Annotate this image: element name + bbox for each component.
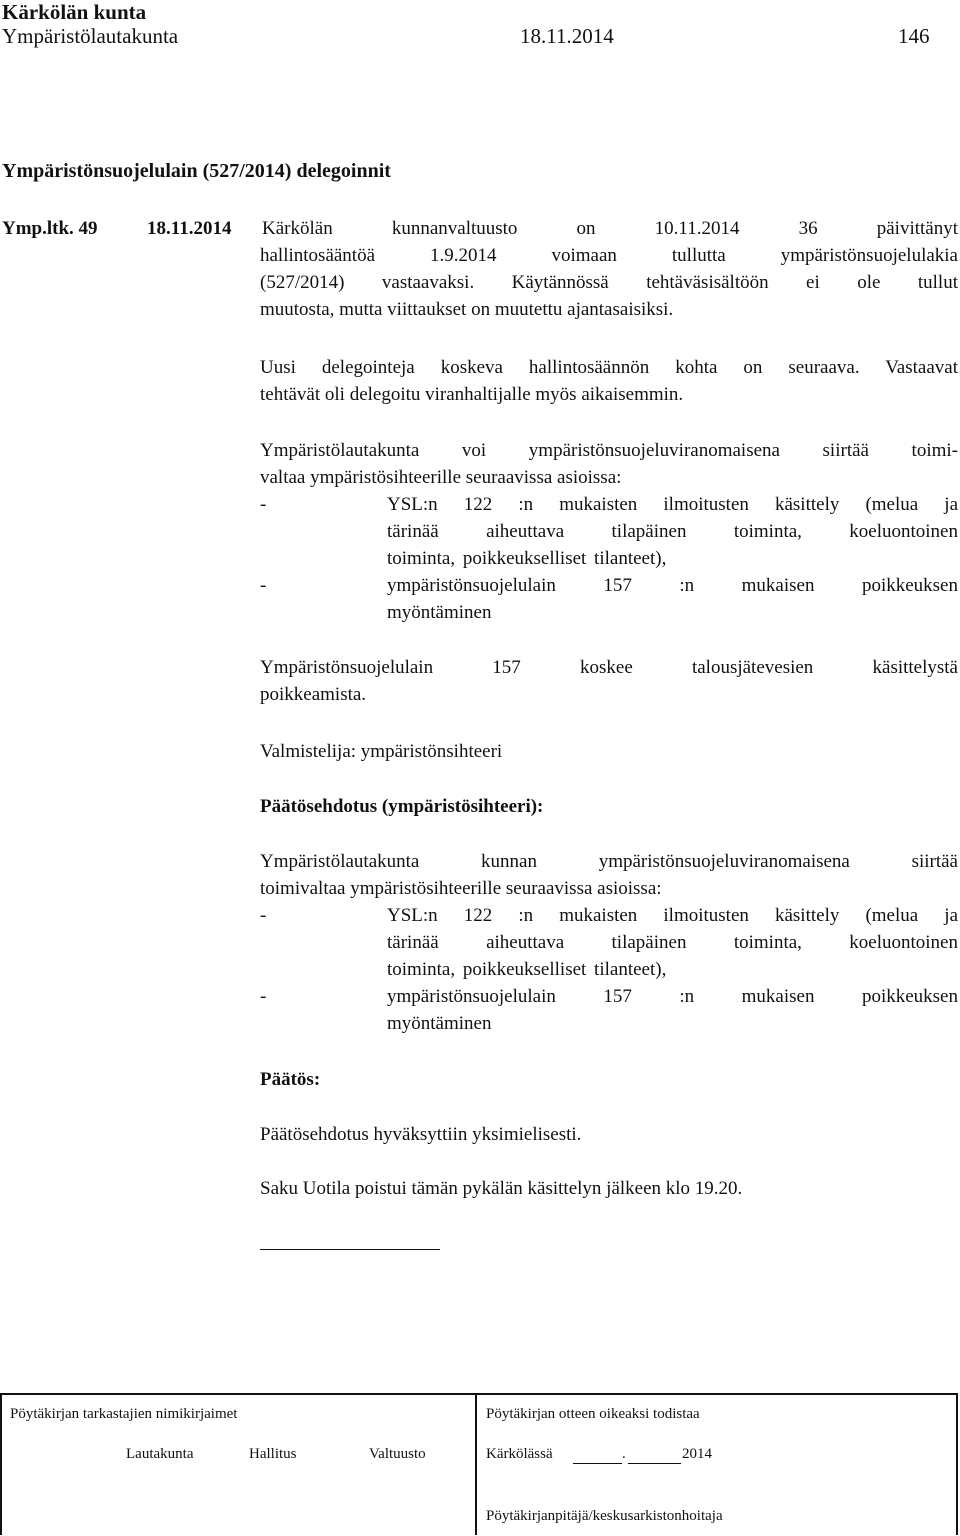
list2-dash-2: - <box>260 986 267 1007</box>
footer-col-lautakunta: Lautakunta <box>126 1446 194 1462</box>
list2-item-1-line-3: toiminta, poikkeukselliset tilanteet), <box>387 959 667 980</box>
proposal-line-2: toimivaltaa ympäristösihteerille seuraavissa asioissa: <box>260 878 662 899</box>
footer-reviewers-title: Pöytäkirjan tarkastajien nimikirjaimet <box>10 1406 238 1422</box>
intro-line-3: (527/2014) vastaavaksi. Käytännössä tehtäväsisältöön ei ole tullut <box>260 272 958 293</box>
preparer: Valmistelija: ympäristönsihteeri <box>260 741 503 762</box>
footer-certify-title: Pöytäkirjan otteen oikeaksi todistaa <box>486 1406 700 1422</box>
header-date: 18.11.2014 <box>520 24 614 48</box>
proposal-line-1: Ympäristölautakunta kunnan ympäristönsuojeluviranomaisena siirtää <box>260 851 958 872</box>
intro-line-4: muutosta, mutta viittaukset on muutettu ajantasaisiksi. <box>260 299 674 320</box>
footer-col-hallitus: Hallitus <box>249 1446 297 1462</box>
para3-line-1: Ympäristölautakunta voi ympäristönsuojeluviranomaisena siirtää toimi- <box>260 440 958 461</box>
footer-day-blank <box>573 1463 622 1464</box>
list1-item-1-line-3: toiminta, poikkeukselliset tilanteet), <box>387 548 667 569</box>
footer-col-valtuusto: Valtuusto <box>369 1446 426 1462</box>
list1-dash-2: - <box>260 575 267 596</box>
attendance-note: Saku Uotila poistui tämän pykälän käsittelyn jälkeen klo 19.20. <box>260 1178 743 1199</box>
page-number: 146 <box>898 24 930 48</box>
list1-dash-1: - <box>260 494 267 515</box>
reference-label: Ymp.ltk. 49 <box>2 218 98 239</box>
intro-line-2: hallintosääntöä 1.9.2014 voimaan tullutta ympäristönsuojelulakia <box>260 245 958 266</box>
footer-year: 2014 <box>682 1446 712 1462</box>
para2-line-1: Uusi delegointeja koskeva hallintosäännön kohta on seuraava. Vastaavat <box>260 357 958 378</box>
list2-dash-1: - <box>260 905 267 926</box>
reference-date: 18.11.2014 <box>147 218 232 239</box>
decision-text: Päätösehdotus hyväksyttiin yksimielisesti. <box>260 1124 582 1145</box>
list1-item-2-line-1: ympäristönsuojelulain 157 :n mukaisen poikkeuksen <box>387 575 958 596</box>
list2-item-1-line-1: YSL:n 122 :n mukaisten ilmoitusten käsittely (melua ja <box>387 905 958 926</box>
footer-divider <box>475 1393 477 1535</box>
para4-line-1: Ympäristönsuojelulain 157 koskee talousjätevesien käsittelystä <box>260 657 958 678</box>
intro-line-1: Kärkölän kunnanvaltuusto on 10.11.2014 36 päivittänyt <box>262 218 958 239</box>
municipality-name: Kärkölän kunta <box>2 0 147 24</box>
footer-date-dot: . <box>622 1446 626 1462</box>
end-separator <box>260 1249 440 1250</box>
list2-item-2-line-2: myöntäminen <box>387 1013 492 1034</box>
footer-left-border <box>0 1393 2 1535</box>
para3-line-2: valtaa ympäristösihteerille seuraavissa asioissa: <box>260 467 622 488</box>
footer-place: Kärkölässä <box>486 1446 553 1462</box>
board-name: Ympäristölautakunta <box>2 24 179 48</box>
para4-line-2: poikkeamista. <box>260 684 367 705</box>
list2-item-2-line-1: ympäristönsuojelulain 157 :n mukaisen poikkeuksen <box>387 986 958 1007</box>
para2-line-2: tehtävät oli delegoitu viranhaltijalle myös aikaisemmin. <box>260 384 684 405</box>
footer-month-blank <box>628 1463 681 1464</box>
list1-item-2-line-2: myöntäminen <box>387 602 492 623</box>
footer-right-border <box>956 1393 958 1535</box>
list1-item-1-line-2: tärinää aiheuttava tilapäinen toiminta, koeluontoinen <box>387 521 958 542</box>
list1-item-1-line-1: YSL:n 122 :n mukaisten ilmoitusten käsittely (melua ja <box>387 494 958 515</box>
decision-heading: Päätös: <box>260 1069 321 1090</box>
list2-item-1-line-2: tärinää aiheuttava tilapäinen toiminta, koeluontoinen <box>387 932 958 953</box>
proposal-heading: Päätösehdotus (ympäristösihteeri): <box>260 796 544 817</box>
footer-signer-title: Pöytäkirjanpitäjä/keskusarkistonhoitaja <box>486 1508 723 1524</box>
document-title: Ympäristönsuojelulain (527/2014) delegoinnit <box>2 160 391 182</box>
